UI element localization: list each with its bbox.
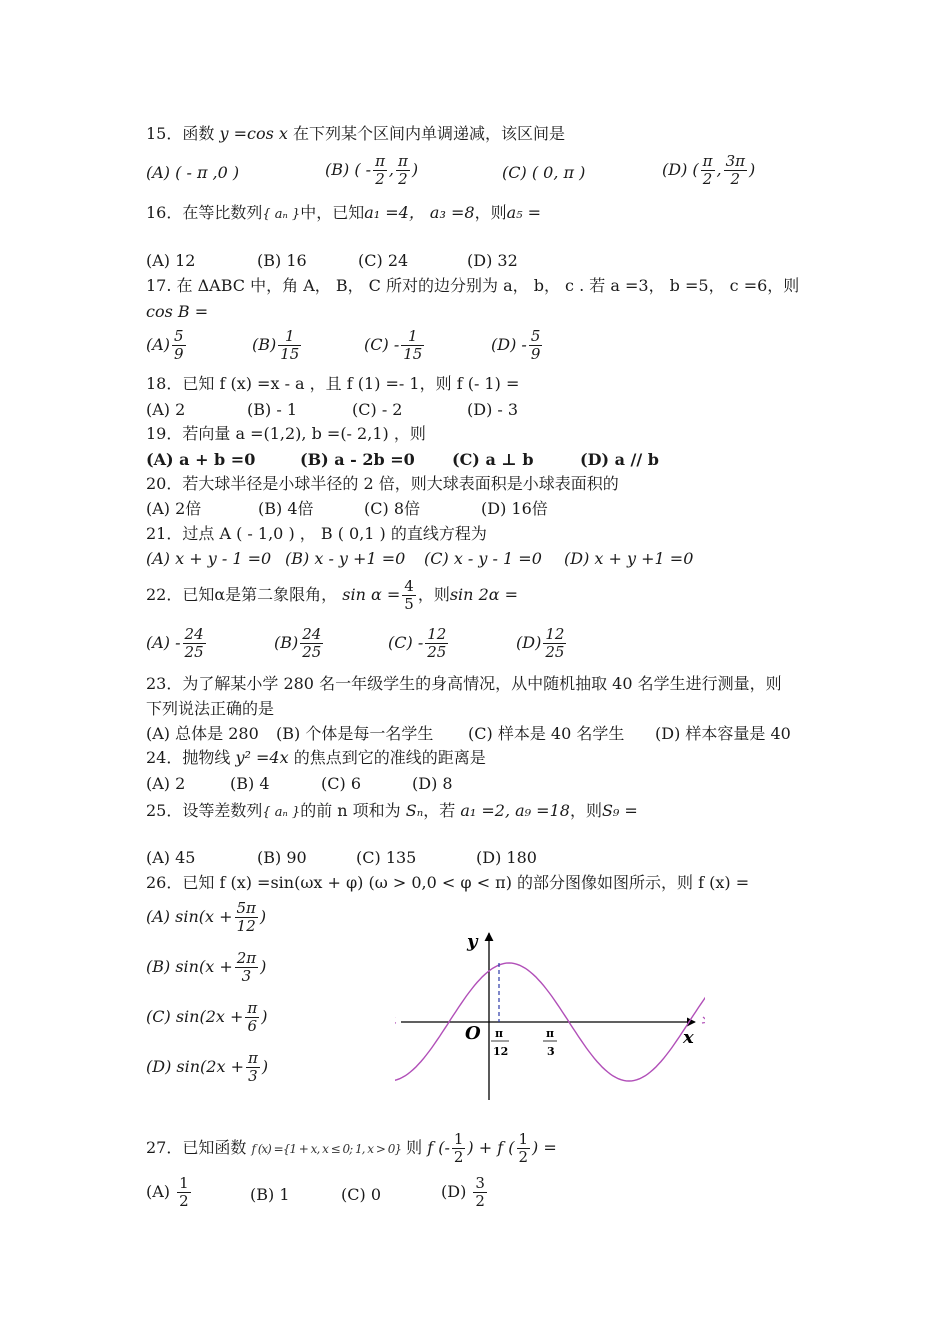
q26-option-d[interactable]: (D) sin(2x + $\frac{\pi}{3}$ ): [146, 1049, 269, 1085]
q24-option-d[interactable]: (D) 8: [412, 774, 453, 793]
q18-option-b[interactable]: (B) - 1: [247, 400, 297, 419]
q18-option-c[interactable]: (C) - 2: [352, 400, 403, 419]
q25-option-d[interactable]: (D) 180: [476, 848, 537, 867]
tick-pi-12-den: 12: [493, 1045, 509, 1058]
tick-pi-12-num: π: [495, 1027, 504, 1040]
question-22-stem: 22．已知α是第二象限角， sin α = $\frac{4}{5}$ ，则sin 2α =: [146, 577, 519, 613]
question-21-stem: 21．过点 A ( - 1,0 ) ， B ( 0,1 ) 的直线方程为: [146, 524, 487, 543]
tick-pi-3-num: π: [546, 1027, 555, 1040]
q26-option-c[interactable]: (C) sin(2x + $\frac{\pi}{6}$ ): [146, 999, 268, 1035]
q17-option-a[interactable]: (A) $\frac{5}{9}$: [146, 327, 184, 363]
tick-pi-3-den: 3: [547, 1045, 555, 1058]
q16-option-d[interactable]: (D) 32: [467, 251, 518, 270]
question-26-stem: 26．已知 f (x) =sin(ωx + φ) (ω > 0,0 < φ < π) 的部分图像如图所示，则 f (x) =: [146, 873, 750, 892]
piecewise-function: f (x) ={1 + x, x ≤ 0; 1, x > 0}: [251, 1142, 402, 1156]
q21-option-d[interactable]: (D) x + y +1 =0: [564, 549, 694, 568]
question-23-stem: 23．为了解某小学 280 名一年级学生的身高情况，从中随机抽取 40 名学生进行测量，则: [146, 674, 782, 693]
q27-option-a[interactable]: (A) $\frac{1}{2}$: [146, 1174, 189, 1210]
q24-option-a[interactable]: (A) 2: [146, 774, 186, 793]
q20-option-d[interactable]: (D) 16倍: [481, 499, 548, 518]
q27-option-c[interactable]: (C) 0: [341, 1185, 381, 1204]
q19-option-c[interactable]: (C) a ⊥ b: [452, 450, 534, 469]
q16-option-b[interactable]: (B) 16: [257, 251, 307, 270]
q17-option-c[interactable]: (C) - $\frac{1}{15}$: [364, 327, 423, 363]
q20-option-c[interactable]: (C) 8倍: [364, 499, 420, 518]
q19-option-a[interactable]: (A) a + b =0: [146, 450, 256, 469]
q22-option-a[interactable]: (A) - $\frac{24}{25}$: [146, 625, 204, 661]
sine-graph: [395, 925, 705, 1105]
q19-option-b[interactable]: (B) a - 2b =0: [300, 450, 415, 469]
q22-option-b[interactable]: (B) $\frac{24}{25}$: [274, 625, 322, 661]
q23-option-c[interactable]: (C) 样本是 40 名学生: [468, 724, 625, 743]
question-17-stem-cont: cos B =: [146, 302, 209, 321]
q15-option-d[interactable]: (D) ( $\frac{\pi}{2}$ , $\frac{3\pi}{2}$ ): [662, 152, 756, 188]
question-24-stem: 24．抛物线 y² =4x 的焦点到它的准线的距离是: [146, 748, 486, 767]
q27-option-b[interactable]: (B) 1: [250, 1185, 290, 1204]
q18-option-d[interactable]: (D) - 3: [467, 400, 519, 419]
q21-option-b[interactable]: (B) x - y +1 =0: [285, 549, 406, 568]
y-axis-label: y: [467, 931, 478, 952]
q23-option-a[interactable]: (A) 总体是 280: [146, 724, 259, 743]
q15-option-b[interactable]: (B) ( - $\frac{\pi}{2}$ , $\frac{\pi}{2}$ ): [325, 152, 419, 188]
curve-left-arrow: [395, 1017, 396, 1023]
q15-option-a[interactable]: (A) ( - π ,0 ): [146, 163, 240, 182]
q19-option-d[interactable]: (D) a // b: [580, 450, 659, 469]
question-23-stem-cont: 下列说法正确的是: [146, 699, 275, 718]
question-15-stem: 15．函数 y =cos x 在下列某个区间内单调递减，该区间是: [146, 124, 566, 143]
q21-option-c[interactable]: (C) x - y - 1 =0: [424, 549, 542, 568]
q21-option-a[interactable]: (A) x + y - 1 =0: [146, 549, 272, 568]
question-27-stem: 27．已知函数 f (x) ={1 + x, x ≤ 0; 1, x > 0} 则 f (- $\frac{1}{2}$ ) + f ( $\frac{1}{2}$ ) =: [146, 1130, 557, 1166]
q23-option-d[interactable]: (D) 样本容量是 40: [655, 724, 791, 743]
q20-option-b[interactable]: (B) 4倍: [258, 499, 314, 518]
question-16-stem: 16．在等比数列{ aₙ }中，已知a₁ =4， a₃ =8，则a₅ =: [146, 203, 542, 222]
question-19-stem: 19．若向量 a =(1,2), b =(- 2,1) ，则: [146, 424, 426, 443]
question-18-stem: 18．已知 f (x) =x - a ，且 f (1) =- 1，则 f (- 1) =: [146, 374, 520, 393]
q24-option-b[interactable]: (B) 4: [230, 774, 270, 793]
q26-option-a[interactable]: (A) sin(x + $\frac{5\pi}{12}$ ): [146, 899, 267, 935]
q15-option-c[interactable]: (C) ( 0, π ): [502, 163, 586, 182]
x-axis-label: x: [683, 1027, 694, 1048]
q26-option-b[interactable]: (B) sin(x + $\frac{2\pi}{3}$ ): [146, 949, 267, 985]
q16-option-a[interactable]: (A) 12: [146, 251, 196, 270]
q22-option-d[interactable]: (D) $\frac{12}{25}$: [516, 625, 565, 661]
q25-option-a[interactable]: (A) 45: [146, 848, 196, 867]
q24-option-c[interactable]: (C) 6: [321, 774, 361, 793]
q27-option-d[interactable]: (D) $\frac{3}{2}$: [441, 1174, 485, 1210]
origin-label: O: [465, 1023, 481, 1044]
q17-option-d[interactable]: (D) - $\frac{5}{9}$: [491, 327, 541, 363]
q18-option-a[interactable]: (A) 2: [146, 400, 186, 419]
q16-option-c[interactable]: (C) 24: [358, 251, 409, 270]
q23-option-b[interactable]: (B) 个体是每一名学生: [276, 724, 434, 743]
q20-option-a[interactable]: (A) 2倍: [146, 499, 202, 518]
q22-option-c[interactable]: (C) - $\frac{12}{25}$: [388, 625, 447, 661]
question-20-stem: 20．若大球半径是小球半径的 2 倍，则大球表面积是小球表面积的: [146, 474, 619, 493]
curve-right-arrow: [702, 1017, 705, 1023]
question-17-stem: 17. 在 ΔABC 中，角 A， B， C 所对的边分别为 a， b， c . 若 a =3， b =5， c =6，则: [146, 276, 800, 295]
question-25-stem: 25．设等差数列{ aₙ }的前 n 项和为 Sₙ，若 a₁ =2, a₉ =18，则S₉ =: [146, 801, 638, 820]
q25-option-c[interactable]: (C) 135: [356, 848, 417, 867]
q25-option-b[interactable]: (B) 90: [257, 848, 307, 867]
q17-option-b[interactable]: (B) $\frac{1}{15}$: [252, 327, 300, 363]
